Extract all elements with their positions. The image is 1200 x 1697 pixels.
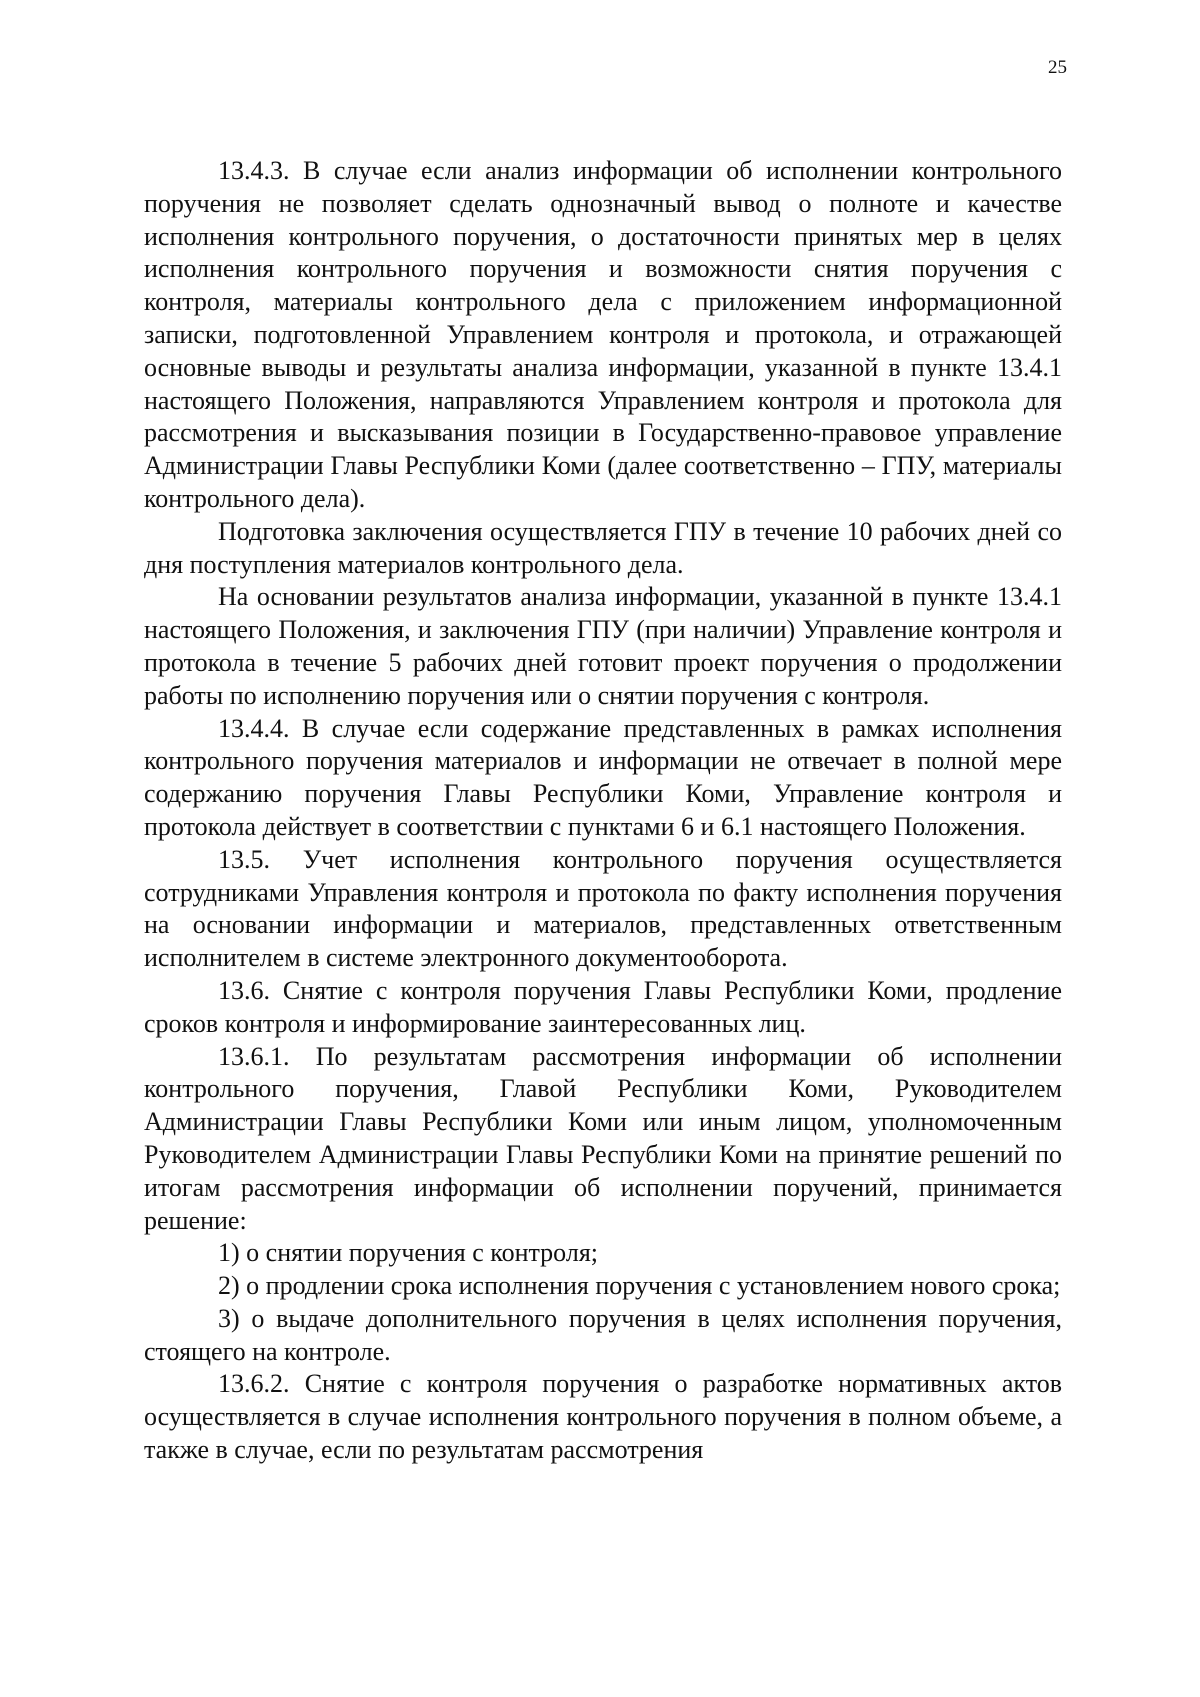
paragraph-13-4-3: 13.4.3. В случае если анализ информации об исполнении контрольного поручения не позволяет сделать однозначный вывод о полноте и качестве исполнения контрольного поручения, о достаточности принятых мер в целях исполнения контрольного поручения и возможности снятия поручения с контроля, материалы контрольного дела с приложением информационной записки, подготовленной Управлением контроля и протокола, и отражающей основные выводы и результаты анализа информации, указанной в пункте 13.4.1 настоящего Положения, направляются Управлением контроля и протокола для рассмотрения и высказывания позиции в Государственно-правовое управление Администрации Главы Республики Коми (далее соответственно – ГПУ, материалы контрольного дела).: [144, 156, 1062, 513]
page-number: 25: [1048, 57, 1067, 78]
document-body: [144, 155, 1062, 1467]
paragraph-gpu-conclusion: Подготовка заключения осуществляется ГПУ в течение 10 рабочих дней со дня поступления материалов контрольного дела.: [144, 516, 1062, 579]
list-item-1: 1) о снятии поручения с контроля;: [218, 1238, 598, 1268]
paragraph-analysis-results: На основании результатов анализа информации, указанной в пункте 13.4.1 настоящего Положения, и заключения ГПУ (при наличии) Управление контроля и протокола в течение 5 рабочих дней готовит проект поручения о продолжении работы по исполнению поручения или о снятии поручения с контроля.: [144, 582, 1062, 710]
paragraph-13-6: 13.6. Снятие с контроля поручения Главы Республики Коми, продление сроков контроля и информирование заинтересованных лиц.: [144, 975, 1062, 1038]
paragraph-13-5: 13.5. Учет исполнения контрольного поручения осуществляется сотрудниками Управления контроля и протокола по факту исполнения поручения на основании информации и материалов, представленных ответственным исполнителем в системе электронного документооборота.: [144, 844, 1062, 973]
list-item-3: 3) о выдаче дополнительного поручения в целях исполнения поручения, стоящего на контроле.: [144, 1303, 1062, 1366]
list-item-2: 2) о продлении срока исполнения поручения с установлением нового срока;: [218, 1271, 1061, 1301]
paragraph-13-6-1: 13.6.1. По результатам рассмотрения информации об исполнении контрольного поручения, Главой Республики Коми, Руководителем Администрации Главы Республики Коми или иным лицом, уполномоченным Руководителем Администрации Главы Республики Коми на принятие решений по итогам рассмотрения информации об исполнении поручений, принимается решение:: [144, 1041, 1062, 1235]
paragraph-13-6-2: 13.6.2. Снятие с контроля поручения о разработке нормативных актов осуществляется в случае исполнения контрольного поручения в полном объеме, а также в случае, если по результатам рассмотрения: [144, 1369, 1062, 1465]
paragraph-13-4-4: 13.4.4. В случае если содержание представленных в рамках исполнения контрольного поручения материалов и информации не отвечает в полной мере содержанию поручения Главы Республики Коми, Управление контроля и протокола действует в соответствии с пунктами 6 и 6.1 настоящего Положения.: [144, 713, 1062, 841]
